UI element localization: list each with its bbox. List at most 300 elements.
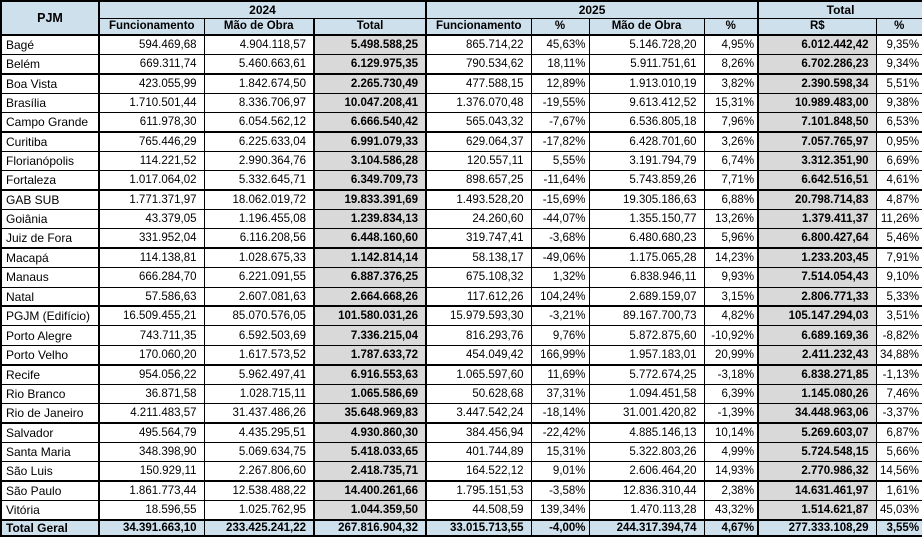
value-cell[interactable]: 6.887.376,25 (314, 268, 426, 287)
total-cell[interactable]: 33.015.713,55 (426, 520, 531, 536)
value-cell[interactable]: 117.612,26 (426, 287, 531, 306)
value-cell[interactable]: 120.557,11 (426, 151, 531, 170)
pjm-cell[interactable]: Natal (1, 287, 99, 306)
value-cell[interactable]: 5.724.548,15 (758, 442, 876, 461)
pjm-cell[interactable]: GAB SUB (1, 190, 99, 209)
value-cell[interactable]: 495.564,79 (99, 423, 204, 442)
value-cell[interactable]: 5.460.663,61 (204, 54, 314, 73)
pjm-cell[interactable]: Boa Vista (1, 74, 99, 93)
value-cell[interactable]: 1.025.762,95 (204, 500, 314, 519)
pjm-cell[interactable]: Belém (1, 54, 99, 73)
value-cell[interactable]: 6.116.208,56 (204, 229, 314, 248)
value-cell[interactable]: 1.957.183,01 (589, 345, 704, 364)
value-cell[interactable]: 2.390.598,34 (758, 74, 876, 93)
value-cell[interactable]: 14.631.461,97 (758, 481, 876, 500)
value-cell[interactable]: 6.642.516,51 (758, 171, 876, 190)
table-row (1, 132, 922, 151)
value-cell[interactable]: 6.054.562,12 (204, 113, 314, 132)
table-row (1, 210, 922, 229)
pjm-cell[interactable]: Bagé (1, 35, 99, 54)
value-cell[interactable]: 7.336.215,04 (314, 326, 426, 345)
value-cell[interactable]: -15,69% (531, 190, 589, 209)
group-header-total[interactable]: Total (758, 1, 922, 18)
value-cell[interactable]: 166,99% (531, 345, 589, 364)
value-cell[interactable]: 4,82% (704, 306, 758, 325)
table-row (1, 462, 922, 481)
col-header-mao-de-obra-2025[interactable]: Mão de Obra (589, 18, 704, 35)
value-cell[interactable]: 12,89% (531, 74, 589, 93)
value-cell[interactable]: 2.265.730,49 (314, 74, 426, 93)
value-cell[interactable]: 12.538.488,22 (204, 481, 314, 500)
value-cell[interactable]: 1.094.451,58 (589, 384, 704, 403)
value-cell[interactable]: 5,33% (876, 287, 922, 306)
value-cell[interactable]: -3,58% (531, 481, 589, 500)
col-header-total-rs[interactable]: R$ (758, 18, 876, 35)
col-header-funcionamento-2025[interactable]: Funcionamento (426, 18, 531, 35)
value-cell[interactable]: 1.142.814,14 (314, 248, 426, 267)
value-cell[interactable]: 34.448.963,06 (758, 403, 876, 422)
value-cell[interactable]: 6.838.946,11 (589, 268, 704, 287)
pjm-cell[interactable]: Rio de Janeiro (1, 403, 99, 422)
value-cell[interactable]: 14,93% (704, 462, 758, 481)
value-cell[interactable]: 2.689.159,07 (589, 287, 704, 306)
value-cell[interactable]: 5.872.875,60 (589, 326, 704, 345)
value-cell[interactable]: 14.400.261,66 (314, 481, 426, 500)
value-cell[interactable]: 2.411.232,43 (758, 345, 876, 364)
value-cell[interactable]: 816.293,76 (426, 326, 531, 345)
value-cell[interactable]: 6.592.503,69 (204, 326, 314, 345)
corner-cell-pjm[interactable]: PJM (1, 1, 99, 35)
value-cell[interactable]: 954.056,22 (99, 365, 204, 384)
pjm-cell[interactable]: Goiânia (1, 210, 99, 229)
table-row (1, 93, 922, 112)
value-cell[interactable]: 5.911.751,61 (589, 54, 704, 73)
table-header (1, 1, 922, 35)
value-cell[interactable]: 139,34% (531, 500, 589, 519)
pjm-cell[interactable]: Porto Alegre (1, 326, 99, 345)
value-cell[interactable]: 898.657,25 (426, 171, 531, 190)
value-cell[interactable]: 5.146.728,20 (589, 35, 704, 54)
value-cell[interactable]: 6.536.805,18 (589, 113, 704, 132)
value-cell[interactable]: 1.470.113,28 (589, 500, 704, 519)
table-row (1, 481, 922, 500)
value-cell[interactable]: 1.861.773,44 (99, 481, 204, 500)
value-cell[interactable]: -17,82% (531, 132, 589, 151)
value-cell[interactable]: 331.952,04 (99, 229, 204, 248)
value-cell[interactable]: 114.138,81 (99, 248, 204, 267)
value-cell[interactable]: 6.428.701,60 (589, 132, 704, 151)
value-cell[interactable]: 9.613.412,52 (589, 93, 704, 112)
value-cell[interactable]: 7,71% (704, 171, 758, 190)
value-cell[interactable]: 16.509.455,21 (99, 306, 204, 325)
value-cell[interactable]: -3,21% (531, 306, 589, 325)
value-cell[interactable]: 18.596,55 (99, 500, 204, 519)
value-cell[interactable]: 6,88% (704, 190, 758, 209)
table-row (1, 423, 922, 442)
value-cell[interactable]: 43.379,05 (99, 210, 204, 229)
value-cell[interactable]: 1.044.359,50 (314, 500, 426, 519)
table-row (1, 151, 922, 170)
value-cell[interactable]: 401.744,89 (426, 442, 531, 461)
value-cell[interactable]: 9,34% (876, 54, 922, 73)
value-cell[interactable]: 3.191.794,79 (589, 151, 704, 170)
value-cell[interactable]: 669.311,74 (99, 54, 204, 73)
value-cell[interactable]: 6.225.633,04 (204, 132, 314, 151)
pjm-cell[interactable]: São Paulo (1, 481, 99, 500)
pjm-cell[interactable]: Campo Grande (1, 113, 99, 132)
total-cell[interactable]: 277.333.108,29 (758, 520, 876, 536)
value-cell[interactable]: 10.989.483,00 (758, 93, 876, 112)
value-cell[interactable]: 1,61% (876, 481, 922, 500)
value-cell[interactable]: -44,07% (531, 210, 589, 229)
value-cell[interactable]: 5.322.803,26 (589, 442, 704, 461)
value-cell[interactable]: 1.028.675,33 (204, 248, 314, 267)
value-cell[interactable]: -49,06% (531, 248, 589, 267)
value-cell[interactable]: -7,67% (531, 113, 589, 132)
value-cell[interactable]: 1,32% (531, 268, 589, 287)
value-cell[interactable]: 18,11% (531, 54, 589, 73)
value-cell[interactable]: 24.260,60 (426, 210, 531, 229)
table-row (1, 500, 922, 519)
table-row (1, 403, 922, 422)
value-cell[interactable]: 6.129.975,35 (314, 54, 426, 73)
value-cell[interactable]: 31.437.486,26 (204, 403, 314, 422)
pjm-cell[interactable]: Salvador (1, 423, 99, 442)
value-cell[interactable]: 611.978,30 (99, 113, 204, 132)
value-cell[interactable]: 6.702.286,23 (758, 54, 876, 73)
value-cell[interactable]: 0,95% (876, 132, 922, 151)
value-cell[interactable]: 4,61% (876, 171, 922, 190)
value-cell[interactable]: 7.514.054,43 (758, 268, 876, 287)
value-cell[interactable]: -3,18% (704, 365, 758, 384)
table-row (1, 306, 922, 325)
value-cell[interactable]: 5.962.497,41 (204, 365, 314, 384)
value-cell[interactable]: -19,55% (531, 93, 589, 112)
value-cell[interactable]: 8,26% (704, 54, 758, 73)
value-cell[interactable]: 45,03% (876, 500, 922, 519)
total-cell[interactable]: 3,55% (876, 520, 922, 536)
value-cell[interactable]: 6.666.540,42 (314, 113, 426, 132)
value-cell[interactable]: 3,15% (704, 287, 758, 306)
total-cell[interactable]: 244.317.394,74 (589, 520, 704, 536)
value-cell[interactable]: 9,01% (531, 462, 589, 481)
value-cell[interactable]: 1.842.674,50 (204, 74, 314, 93)
value-cell[interactable]: 10.047.208,41 (314, 93, 426, 112)
value-cell[interactable]: 20.798.714,83 (758, 190, 876, 209)
pjm-cell[interactable]: Fortaleza (1, 171, 99, 190)
value-cell[interactable]: 666.284,70 (99, 268, 204, 287)
value-cell[interactable]: 5.269.603,07 (758, 423, 876, 442)
value-cell[interactable]: -18,14% (531, 403, 589, 422)
value-cell[interactable]: 5.069.634,75 (204, 442, 314, 461)
value-cell[interactable]: 348.398,90 (99, 442, 204, 461)
value-cell[interactable]: 37,31% (531, 384, 589, 403)
value-cell[interactable]: 6.480.680,23 (589, 229, 704, 248)
pjm-cell[interactable]: Manaus (1, 268, 99, 287)
value-cell[interactable]: 1.065.586,69 (314, 384, 426, 403)
value-cell[interactable]: 2.606.464,20 (589, 462, 704, 481)
value-cell[interactable]: 7,46% (876, 384, 922, 403)
value-cell[interactable]: 85.070.576,05 (204, 306, 314, 325)
value-cell[interactable]: 3,51% (876, 306, 922, 325)
value-cell[interactable]: 1.795.151,53 (426, 481, 531, 500)
total-row-label[interactable]: Total Geral (1, 520, 99, 536)
value-cell[interactable]: 45,63% (531, 35, 589, 54)
value-cell[interactable]: -10,92% (704, 326, 758, 345)
table-row (1, 54, 922, 73)
value-cell[interactable]: 1.617.573,52 (204, 345, 314, 364)
value-cell[interactable]: 9,76% (531, 326, 589, 345)
value-cell[interactable]: 44.508,59 (426, 500, 531, 519)
value-cell[interactable]: 1.493.528,20 (426, 190, 531, 209)
pjm-cell[interactable]: São Luis (1, 462, 99, 481)
value-cell[interactable]: 4,95% (704, 35, 758, 54)
value-cell[interactable]: 6,53% (876, 113, 922, 132)
table-row (1, 74, 922, 93)
value-cell[interactable]: 2.664.668,26 (314, 287, 426, 306)
value-cell[interactable]: 765.446,29 (99, 132, 204, 151)
col-header-mao-de-obra-2024[interactable]: Mão de Obra (204, 18, 314, 35)
value-cell[interactable]: 5,55% (531, 151, 589, 170)
pjm-cell[interactable]: Vitória (1, 500, 99, 519)
table-row (1, 442, 922, 461)
value-cell[interactable]: 58.138,17 (426, 248, 531, 267)
table-row (1, 384, 922, 403)
value-cell[interactable]: 3.447.542,24 (426, 403, 531, 422)
table-row (1, 365, 922, 384)
pjm-cell[interactable]: Juiz de Fora (1, 229, 99, 248)
value-cell[interactable]: 1.379.411,37 (758, 210, 876, 229)
value-cell[interactable]: 3.312.351,90 (758, 151, 876, 170)
value-cell[interactable]: 20,99% (704, 345, 758, 364)
value-cell[interactable]: 9,35% (876, 35, 922, 54)
pjm-cell[interactable]: PGJM (Edifício) (1, 306, 99, 325)
pjm-cell[interactable]: Macapá (1, 248, 99, 267)
value-cell[interactable]: -1,13% (876, 365, 922, 384)
value-cell[interactable]: 4.211.483,57 (99, 403, 204, 422)
value-cell[interactable]: 2.418.735,71 (314, 462, 426, 481)
table-body (1, 35, 922, 520)
value-cell[interactable]: 43,32% (704, 500, 758, 519)
value-cell[interactable]: 104,24% (531, 287, 589, 306)
value-cell[interactable]: 4.930.860,30 (314, 423, 426, 442)
value-cell[interactable]: 7,96% (704, 113, 758, 132)
table-row (1, 248, 922, 267)
value-cell[interactable]: 9,10% (876, 268, 922, 287)
value-cell[interactable]: -1,39% (704, 403, 758, 422)
value-cell[interactable]: 3.104.586,28 (314, 151, 426, 170)
value-cell[interactable]: 164.522,12 (426, 462, 531, 481)
column-header-row (1, 18, 922, 35)
value-cell[interactable]: 6,74% (704, 151, 758, 170)
value-cell[interactable]: 1.355.150,77 (589, 210, 704, 229)
value-cell[interactable]: -3,68% (531, 229, 589, 248)
value-cell[interactable]: 6,87% (876, 423, 922, 442)
value-cell[interactable]: 1.017.064,02 (99, 171, 204, 190)
value-cell[interactable]: 565.043,32 (426, 113, 531, 132)
value-cell[interactable]: 14,56% (876, 462, 922, 481)
pjm-cell[interactable]: Curitiba (1, 132, 99, 151)
value-cell[interactable]: 9,93% (704, 268, 758, 287)
value-cell[interactable]: 6.448.160,60 (314, 229, 426, 248)
value-cell[interactable]: 2.607.081,63 (204, 287, 314, 306)
value-cell[interactable]: 2.770.986,32 (758, 462, 876, 481)
value-cell[interactable]: 3,82% (704, 74, 758, 93)
value-cell[interactable]: 6.916.553,63 (314, 365, 426, 384)
value-cell[interactable]: 1.771.371,97 (99, 190, 204, 209)
value-cell[interactable]: 594.469,68 (99, 35, 204, 54)
value-cell[interactable]: 477.588,15 (426, 74, 531, 93)
value-cell[interactable]: 15.979.593,30 (426, 306, 531, 325)
col-header-pct-mao-de-obra-2025[interactable]: % (704, 18, 758, 35)
value-cell[interactable]: 6.012.442,42 (758, 35, 876, 54)
value-cell[interactable]: 6.991.079,33 (314, 132, 426, 151)
value-cell[interactable]: 6.838.271,85 (758, 365, 876, 384)
value-cell[interactable]: 743.711,35 (99, 326, 204, 345)
value-cell[interactable]: 5.418.033,65 (314, 442, 426, 461)
pjm-cell[interactable]: Florianópolis (1, 151, 99, 170)
table-row (1, 171, 922, 190)
value-cell[interactable]: 9,38% (876, 93, 922, 112)
value-cell[interactable]: 31.001.420,82 (589, 403, 704, 422)
value-cell[interactable]: 6.689.169,36 (758, 326, 876, 345)
value-cell[interactable]: 7.057.765,97 (758, 132, 876, 151)
value-cell[interactable]: 4,99% (704, 442, 758, 461)
value-cell[interactable]: 34,88% (876, 345, 922, 364)
total-cell[interactable]: 267.816.904,32 (314, 520, 426, 536)
value-cell[interactable]: 8.336.706,97 (204, 93, 314, 112)
value-cell[interactable]: 15,31% (704, 93, 758, 112)
group-header-row (1, 1, 922, 18)
value-cell[interactable]: 790.534,62 (426, 54, 531, 73)
value-cell[interactable]: 319.747,41 (426, 229, 531, 248)
value-cell[interactable]: 1.145.080,26 (758, 384, 876, 403)
table-row (1, 268, 922, 287)
value-cell[interactable]: 4.885.146,13 (589, 423, 704, 442)
value-cell[interactable]: 5,51% (876, 74, 922, 93)
value-cell[interactable]: 89.167.700,73 (589, 306, 704, 325)
value-cell[interactable]: 18.062.019,72 (204, 190, 314, 209)
value-cell[interactable]: 4,87% (876, 190, 922, 209)
total-cell[interactable]: 233.425.241,22 (204, 520, 314, 536)
total-cell[interactable]: 4,67% (704, 520, 758, 536)
value-cell[interactable]: 1.065.597,60 (426, 365, 531, 384)
value-cell[interactable]: 5,66% (876, 442, 922, 461)
group-header-2024[interactable]: 2024 (99, 1, 426, 18)
value-cell[interactable]: 4.435.295,51 (204, 423, 314, 442)
value-cell[interactable]: 15,31% (531, 442, 589, 461)
table-row (1, 35, 922, 54)
value-cell[interactable]: 6.800.427,64 (758, 229, 876, 248)
value-cell[interactable]: -22,42% (531, 423, 589, 442)
total-row (1, 520, 922, 536)
value-cell[interactable]: 5,96% (704, 229, 758, 248)
value-cell[interactable]: 1.913.010,19 (589, 74, 704, 93)
value-cell[interactable]: 57.586,63 (99, 287, 204, 306)
value-cell[interactable]: 14,23% (704, 248, 758, 267)
total-cell[interactable]: -4,00% (531, 520, 589, 536)
pjm-cell[interactable]: Brasília (1, 93, 99, 112)
pjm-cell[interactable]: Santa Maria (1, 442, 99, 461)
value-cell[interactable]: 2,38% (704, 481, 758, 500)
value-cell[interactable]: 12.836.310,44 (589, 481, 704, 500)
value-cell[interactable]: 5,46% (876, 229, 922, 248)
value-cell[interactable]: 675.108,32 (426, 268, 531, 287)
pjm-cell[interactable]: Recife (1, 365, 99, 384)
value-cell[interactable]: 1.239.834,13 (314, 210, 426, 229)
value-cell[interactable]: 19.833.391,69 (314, 190, 426, 209)
table-row (1, 113, 922, 132)
value-cell[interactable]: -11,64% (531, 171, 589, 190)
value-cell[interactable]: 4.904.118,57 (204, 35, 314, 54)
value-cell[interactable]: 1.710.501,44 (99, 93, 204, 112)
value-cell[interactable]: 1.787.633,72 (314, 345, 426, 364)
value-cell[interactable]: -8,82% (876, 326, 922, 345)
value-cell[interactable]: 36.871,58 (99, 384, 204, 403)
value-cell[interactable]: 6,39% (704, 384, 758, 403)
value-cell[interactable]: 454.049,42 (426, 345, 531, 364)
value-cell[interactable]: 11,26% (876, 210, 922, 229)
value-cell[interactable]: 170.060,20 (99, 345, 204, 364)
pjm-cell[interactable]: Rio Branco (1, 384, 99, 403)
value-cell[interactable]: 35.648.969,83 (314, 403, 426, 422)
col-header-funcionamento-2024[interactable]: Funcionamento (99, 18, 204, 35)
value-cell[interactable]: 629.064,37 (426, 132, 531, 151)
value-cell[interactable]: 3,26% (704, 132, 758, 151)
value-cell[interactable]: 11,69% (531, 365, 589, 384)
value-cell[interactable]: 6,69% (876, 151, 922, 170)
value-cell[interactable]: 5.498.588,25 (314, 35, 426, 54)
value-cell[interactable]: 1.196.455,08 (204, 210, 314, 229)
value-cell[interactable]: 7,91% (876, 248, 922, 267)
table-row (1, 326, 922, 345)
value-cell[interactable]: 114.221,52 (99, 151, 204, 170)
value-cell[interactable]: 19.305.186,63 (589, 190, 704, 209)
value-cell[interactable]: 6.349.709,73 (314, 171, 426, 190)
value-cell[interactable]: 105.147.294,03 (758, 306, 876, 325)
value-cell[interactable]: 384.456,94 (426, 423, 531, 442)
value-cell[interactable]: 2.267.806,60 (204, 462, 314, 481)
value-cell[interactable]: 2.806.771,33 (758, 287, 876, 306)
value-cell[interactable]: 5.772.674,25 (589, 365, 704, 384)
value-cell[interactable]: 50.628,68 (426, 384, 531, 403)
value-cell[interactable]: 7.101.848,50 (758, 113, 876, 132)
value-cell[interactable]: 1.028.715,11 (204, 384, 314, 403)
value-cell[interactable]: 423.055,99 (99, 74, 204, 93)
value-cell[interactable]: 150.929,11 (99, 462, 204, 481)
total-cell[interactable]: 34.391.663,10 (99, 520, 204, 536)
col-header-total-pct[interactable]: % (876, 18, 922, 35)
value-cell[interactable]: 13,26% (704, 210, 758, 229)
value-cell[interactable]: 10,14% (704, 423, 758, 442)
value-cell[interactable]: 1.514.621,87 (758, 500, 876, 519)
value-cell[interactable]: -3,37% (876, 403, 922, 422)
pjm-cell[interactable]: Porto Velho (1, 345, 99, 364)
value-cell[interactable]: 5.332.645,71 (204, 171, 314, 190)
value-cell[interactable]: 6.221.091,55 (204, 268, 314, 287)
value-cell[interactable]: 1.233.203,45 (758, 248, 876, 267)
value-cell[interactable]: 1.175.065,28 (589, 248, 704, 267)
col-header-total-2024[interactable]: Total (314, 18, 426, 35)
value-cell[interactable]: 101.580.031,26 (314, 306, 426, 325)
value-cell[interactable]: 2.990.364,76 (204, 151, 314, 170)
value-cell[interactable]: 5.743.859,26 (589, 171, 704, 190)
value-cell[interactable]: 865.714,22 (426, 35, 531, 54)
group-header-2025[interactable]: 2025 (426, 1, 758, 18)
table-row (1, 345, 922, 364)
value-cell[interactable]: 1.376.070,48 (426, 93, 531, 112)
col-header-pct-funcionamento-2025[interactable]: % (531, 18, 589, 35)
